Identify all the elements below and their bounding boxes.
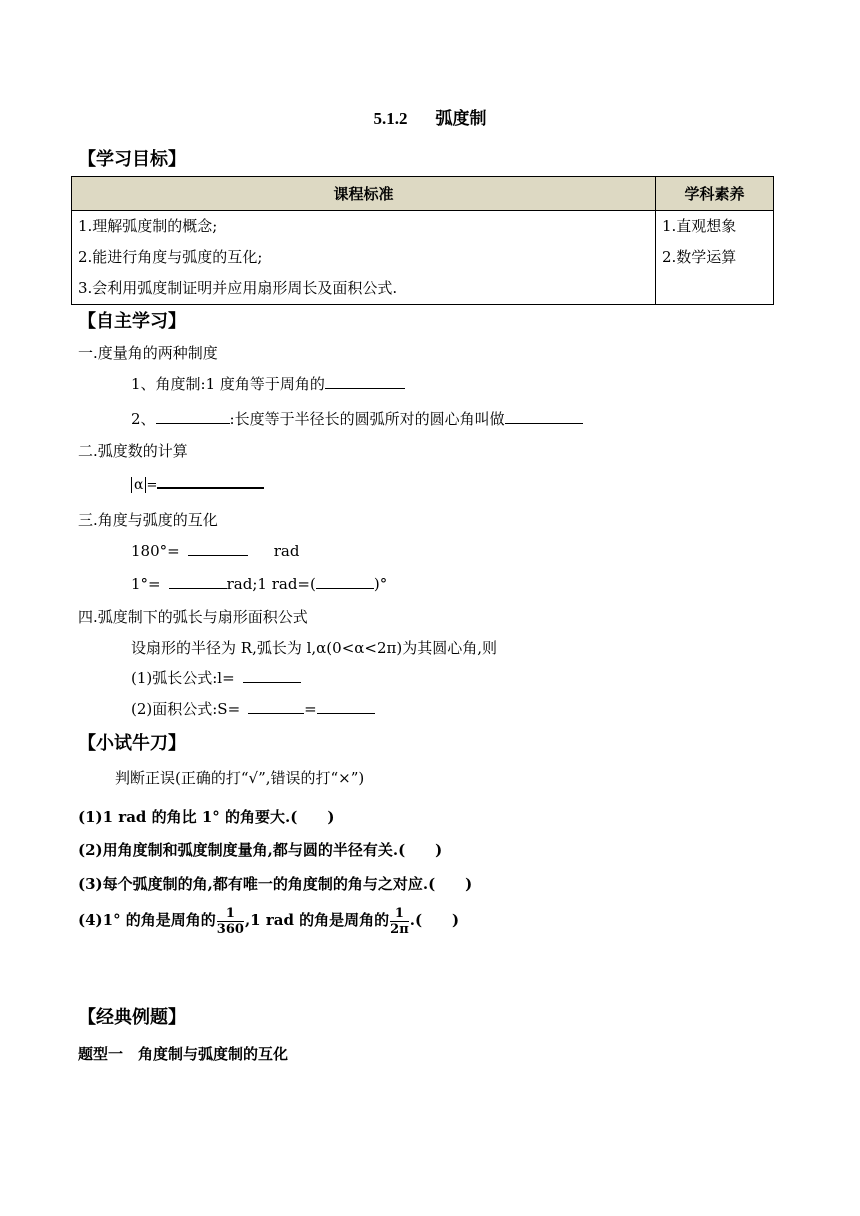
section-self-study: 【自主学习】 (78, 311, 186, 332)
title-number: 5.1.2 (373, 109, 408, 128)
fraction-numerator: 1 (225, 905, 235, 921)
example-type-1: 题型一 角度制与弧度制的互化 (78, 1045, 289, 1063)
answer-blank[interactable] (188, 540, 248, 556)
sector-area-text: (2)面积公式:S= (131, 700, 241, 718)
answer-blank[interactable] (157, 472, 264, 489)
question-1: (1)1 rad 的角比 1° 的角要大.( ) (78, 808, 335, 826)
abs-alpha: α (131, 477, 146, 493)
answer-blank[interactable] (316, 573, 374, 589)
line-sector-setup: 设扇形的半径为 R,弧长为 l,α(0<α<2π)为其圆心角,则 (131, 639, 497, 657)
question-3: (3)每个弧度制的角,都有唯一的角度制的角与之对应.( ) (78, 875, 473, 893)
heading-conversion: 三.角度与弧度的互化 (78, 511, 218, 529)
literacy-item: 2.数学运算 (662, 248, 737, 266)
degree-system-text: 1、角度制:1 度角等于周角的 (131, 375, 325, 393)
answer-blank[interactable] (243, 667, 301, 683)
standards-cell (72, 211, 656, 305)
standard-item: 1.理解弧度制的概念; (78, 217, 218, 235)
equals-sign: = (146, 478, 158, 493)
degree-close: )° (373, 575, 388, 593)
fraction-1-2pi (390, 906, 409, 937)
question-4-tail: .( ) (409, 911, 460, 929)
answer-blank[interactable] (248, 698, 304, 714)
answer-blank[interactable] (169, 573, 227, 589)
rad-1-text: rad;1 rad=( (226, 575, 316, 593)
rad-unit: rad (273, 542, 300, 560)
heading-radian-calc: 二.弧度数的计算 (78, 442, 188, 460)
goals-table (71, 176, 774, 305)
radian-system-prefix: 2、 (131, 410, 156, 428)
line-sector-area (131, 698, 375, 719)
goals-header-standards: 课程标准 (72, 177, 656, 211)
page-title (0, 104, 860, 129)
fraction-1-360 (217, 906, 244, 937)
deg-1-text: 1°= (131, 575, 161, 593)
section-goals: 【学习目标】 (78, 149, 186, 170)
standard-item: 3.会利用弧度制证明并应用扇形周长及面积公式. (78, 279, 398, 297)
heading-arc-formulas: 四.弧度制下的弧长与扇形面积公式 (78, 608, 308, 626)
fraction-numerator: 1 (394, 905, 404, 921)
radian-system-text: :长度等于半径长的圆弧所对的圆心角叫做 (229, 410, 505, 428)
answer-blank[interactable] (317, 698, 375, 714)
answer-blank[interactable] (156, 408, 230, 424)
question-2: (2)用角度制和弧度制度量角,都与圆的半径有关.( ) (78, 841, 443, 859)
standard-item: 2.能进行角度与弧度的互化; (78, 248, 263, 266)
heading-angle-systems: 一.度量角的两种制度 (78, 344, 218, 362)
answer-blank[interactable] (505, 408, 583, 424)
question-4-text: (4)1° 的角是周角的 (78, 911, 216, 929)
line-180-deg (131, 540, 299, 560)
fraction-denominator: 2π (390, 921, 409, 937)
line-radian-system (131, 408, 583, 429)
deg-180-text: 180°= (131, 542, 180, 560)
fraction-denominator: 360 (216, 921, 244, 937)
line-arc-length (131, 667, 301, 688)
equals-sign: = (304, 700, 317, 718)
answer-blank[interactable] (325, 373, 405, 389)
line-degree-system (131, 373, 405, 394)
title-text: 弧度制 (435, 109, 487, 129)
arc-length-text: (1)弧长公式:l= (131, 669, 235, 687)
line-radian-calc (131, 472, 264, 493)
section-quick-test: 【小试牛刀】 (78, 733, 186, 754)
line-1-deg (131, 573, 387, 593)
literacy-cell (656, 211, 774, 305)
section-examples: 【经典例题】 (78, 1007, 186, 1028)
question-4-text: ,1 rad 的角是周角的 (244, 911, 390, 929)
literacy-item: 1.直观想象 (662, 217, 737, 235)
goals-header-literacy: 学科素养 (656, 177, 774, 211)
quick-test-intro: 判断正误(正确的打“√”,错误的打“×”) (115, 769, 365, 787)
question-4 (78, 903, 459, 937)
